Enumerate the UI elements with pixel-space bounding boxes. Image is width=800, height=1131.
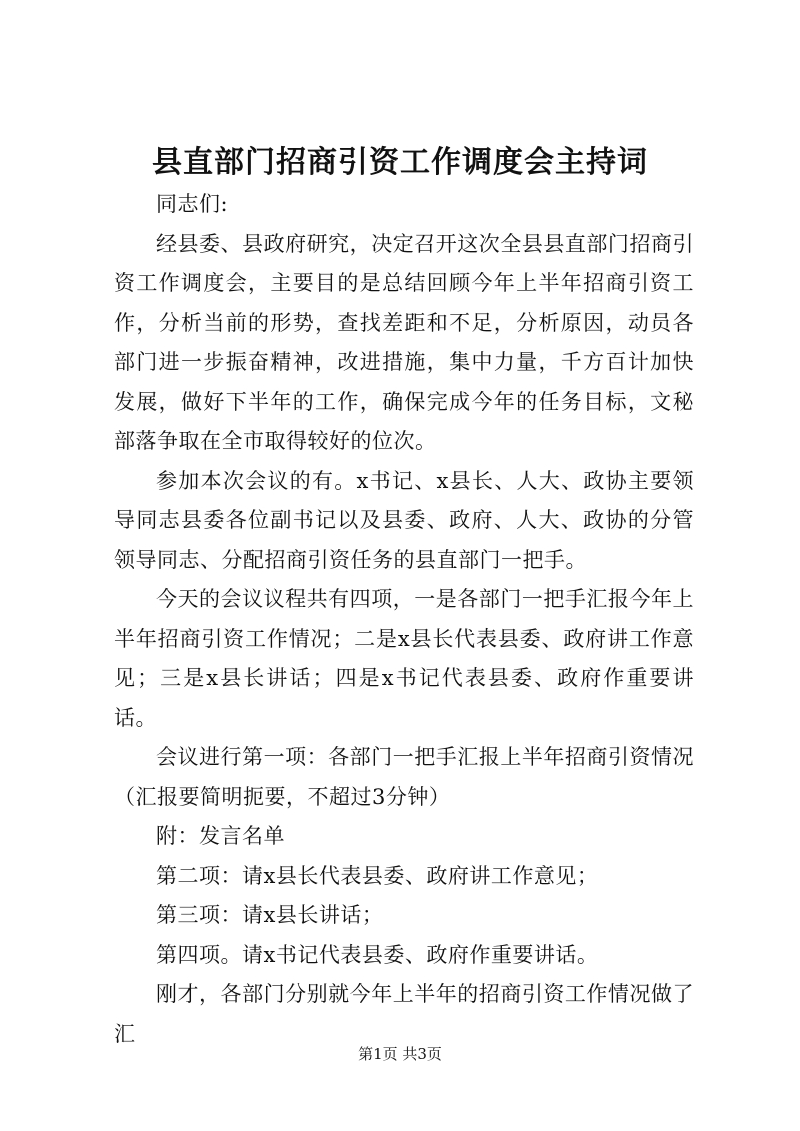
paragraph-closing: 刚才，各部门分别就今年上半年的招商引资工作情况做了汇 bbox=[114, 982, 694, 1046]
paragraph-purpose: 经县委、县政府研究，决定召开这次全县县直部门招商引资工作调度会，主要目的是总结回顾今年上半年招商引资工作，分析当前的形势，查找差距和不足，分析原因，动员各部门进一步振奋精神，改进措施，集中力量，千方百计加快发展，做好下半年的工作，确保完成今年的任务目标，文秘部落争取在全市取得较好的位次。 bbox=[114, 231, 694, 453]
document-title: 县直部门招商引资工作调度会主持词 bbox=[152, 145, 648, 180]
paragraph-item-one: 会议进行第一项：各部门一把手汇报上半年招商引资情况（汇报要简明扼要，不超过3分钟） bbox=[114, 745, 694, 809]
paragraph-item-two: 第二项：请x县长代表县委、政府讲工作意见； bbox=[156, 863, 599, 888]
paragraph-item-four: 第四项。请x书记代表县委、政府作重要讲话。 bbox=[156, 942, 599, 967]
paragraph-greeting: 同志们: bbox=[156, 192, 229, 216]
document-body bbox=[114, 185, 694, 1054]
paragraph-agenda: 今天的会议议程共有四项，一是各部门一把手汇报今年上半年招商引资工作情况；二是x县长代表县委、政府讲工作意见；三是x县长讲话；四是x书记代表县委、政府作重要讲话。 bbox=[114, 587, 694, 730]
paragraph-item-three: 第三项：请x县长讲话； bbox=[156, 903, 384, 927]
page-number-footer: 第1页 共3页 bbox=[358, 1045, 442, 1063]
paragraph-attendees: 参加本次会议的有。x书记、x县长、人大、政协主要领导同志县委各位副书记以及县委、政府、人大、政协的分管领导同志、分配招商引资任务的县直部门一把手。 bbox=[114, 468, 694, 572]
paragraph-attachment: 附：发言名单 bbox=[156, 824, 285, 848]
